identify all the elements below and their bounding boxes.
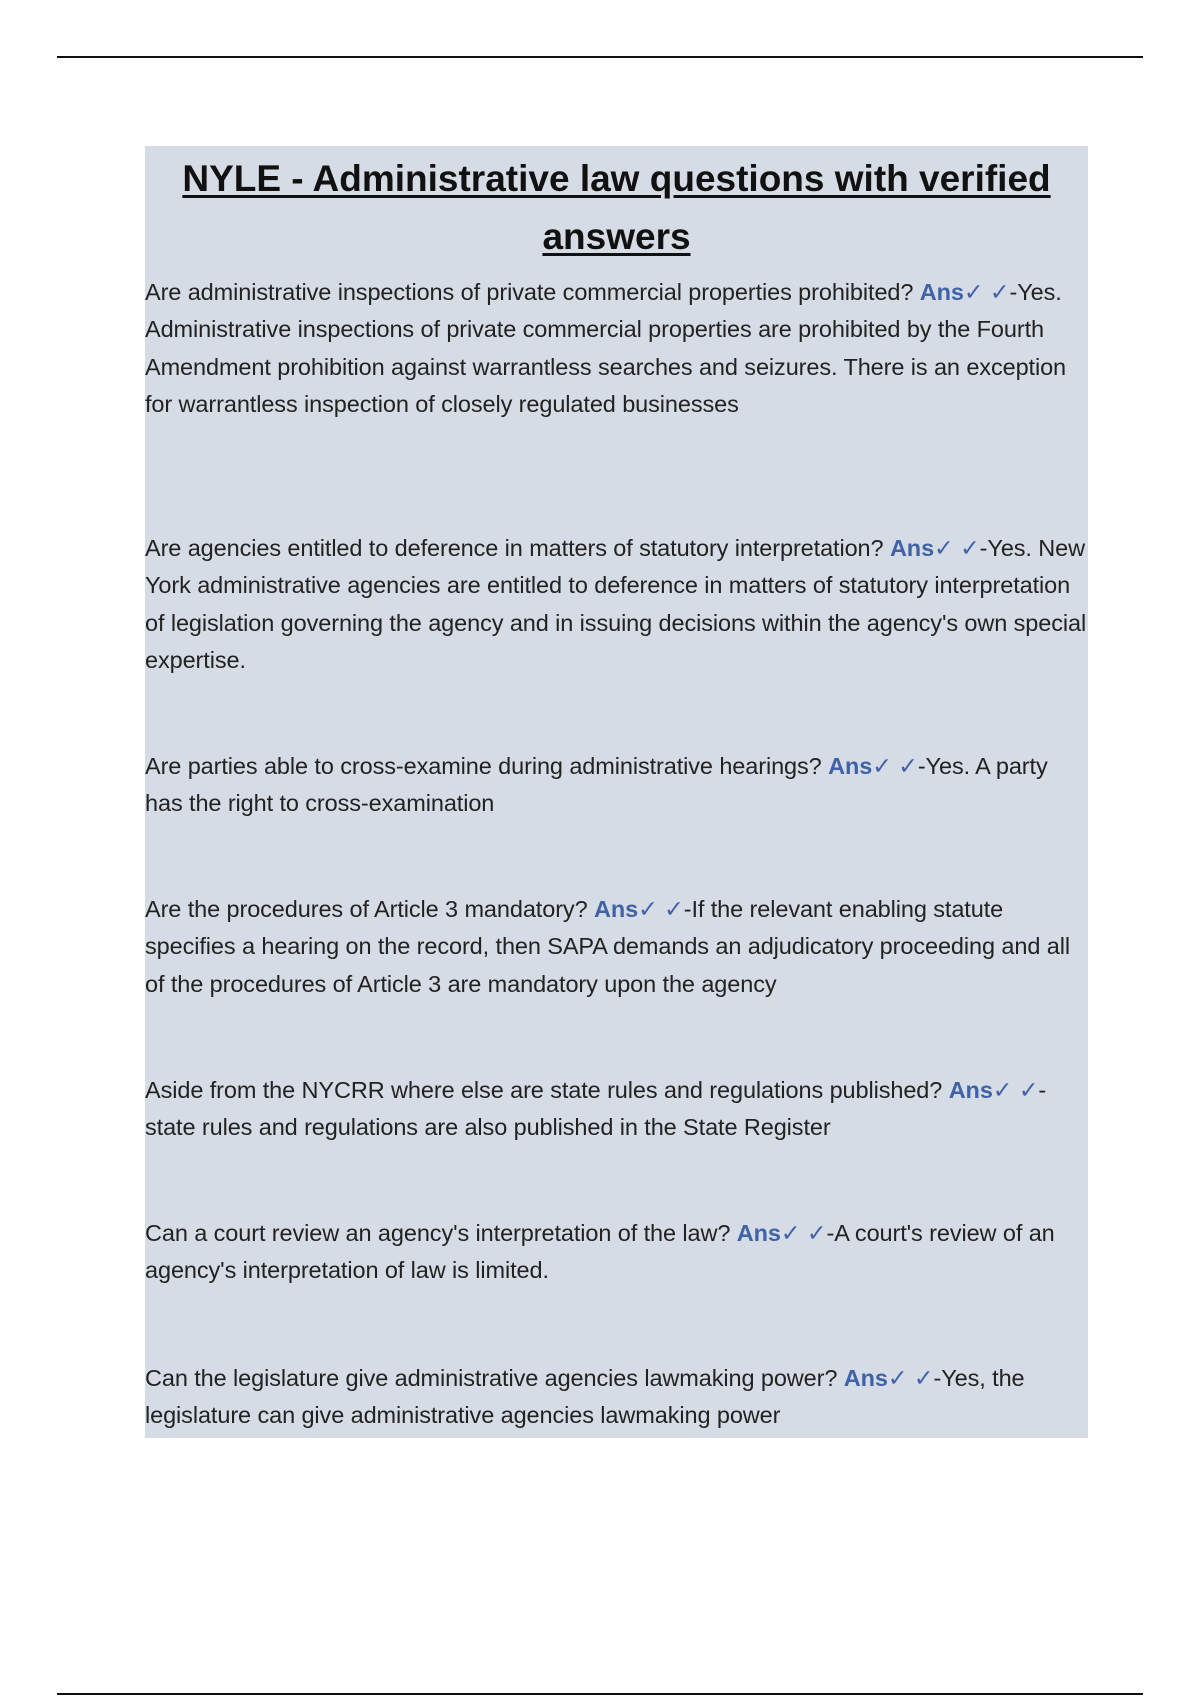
answer-text: -Yes, the legislature can give administrative agencies lawmaking power [145,1365,1025,1429]
qa-item [145,530,1088,679]
bottom-rule [57,1693,1143,1695]
question-text: Can the legislature give administrative agencies lawmaking power? [145,1365,838,1391]
answer-marker: Ans [736,1220,781,1246]
question-text: Are the procedures of Article 3 mandatory? [145,896,588,922]
question-text: Are parties able to cross-examine during administrative hearings? [145,753,822,779]
answer-marker: Ans [948,1077,993,1103]
qa-item [145,1072,1088,1147]
qa-item [145,748,1088,823]
question-text: Are agencies entitled to deference in matters of statutory interpretation? [145,535,884,561]
document-body [145,146,1088,1438]
check-mark-icon: ✓ ✓ [934,535,980,561]
answer-marker: Ans [593,896,639,922]
qa-item [145,274,1088,423]
check-mark-icon: ✓ ✓ [872,753,918,779]
check-mark-icon: ✓ ✓ [963,279,1010,305]
answer-text: -If the relevant enabling statute specifies a hearing on the record, then SAPA demands an adjudicatory proceeding and all of the procedures of Article 3 are mandatory upon the agency [145,896,1070,997]
answer-marker: Ans [889,535,935,561]
check-mark-icon: ✓ ✓ [638,896,684,922]
qa-item [145,891,1088,1003]
top-rule [57,56,1143,58]
answer-text: -Yes. A party has the right to cross-examination [145,753,1048,817]
answer-marker: Ans [828,753,873,779]
qa-item [145,1215,1088,1290]
answer-text: -Yes. New York administrative agencies are entitled to deference in matters of statutory interpretation of legislation governing the agency and in issuing decisions within the agency's own special expertise. [145,535,1087,673]
check-mark-icon: ✓ ✓ [992,1077,1039,1103]
answer-text: -A court's review of an agency's interpretation of law is limited. [145,1220,1055,1284]
check-mark-icon: ✓ ✓ [887,1365,934,1391]
answer-marker: Ans [843,1365,888,1391]
question-text: Are administrative inspections of private commercial properties prohibited? [145,279,914,305]
answer-text: -Yes. Administrative inspections of private commercial properties are prohibited by the Fourth Amendment prohibition against warrantless searches and seizures. There is an exception for warrantless inspection of closely regulated businesses [145,279,1067,417]
question-text: Can a court review an agency's interpretation of the law? [145,1220,731,1246]
question-text: Aside from the NYCRR where else are state rules and regulations published? [145,1077,943,1103]
qa-item [145,1360,1088,1435]
check-mark-icon: ✓ ✓ [780,1220,827,1246]
answer-marker: Ans [919,279,964,305]
document-title: NYLE - Administrative law questions with verified answers [182,158,1051,257]
answer-text: -state rules and regulations are also published in the State Register [145,1077,1047,1141]
